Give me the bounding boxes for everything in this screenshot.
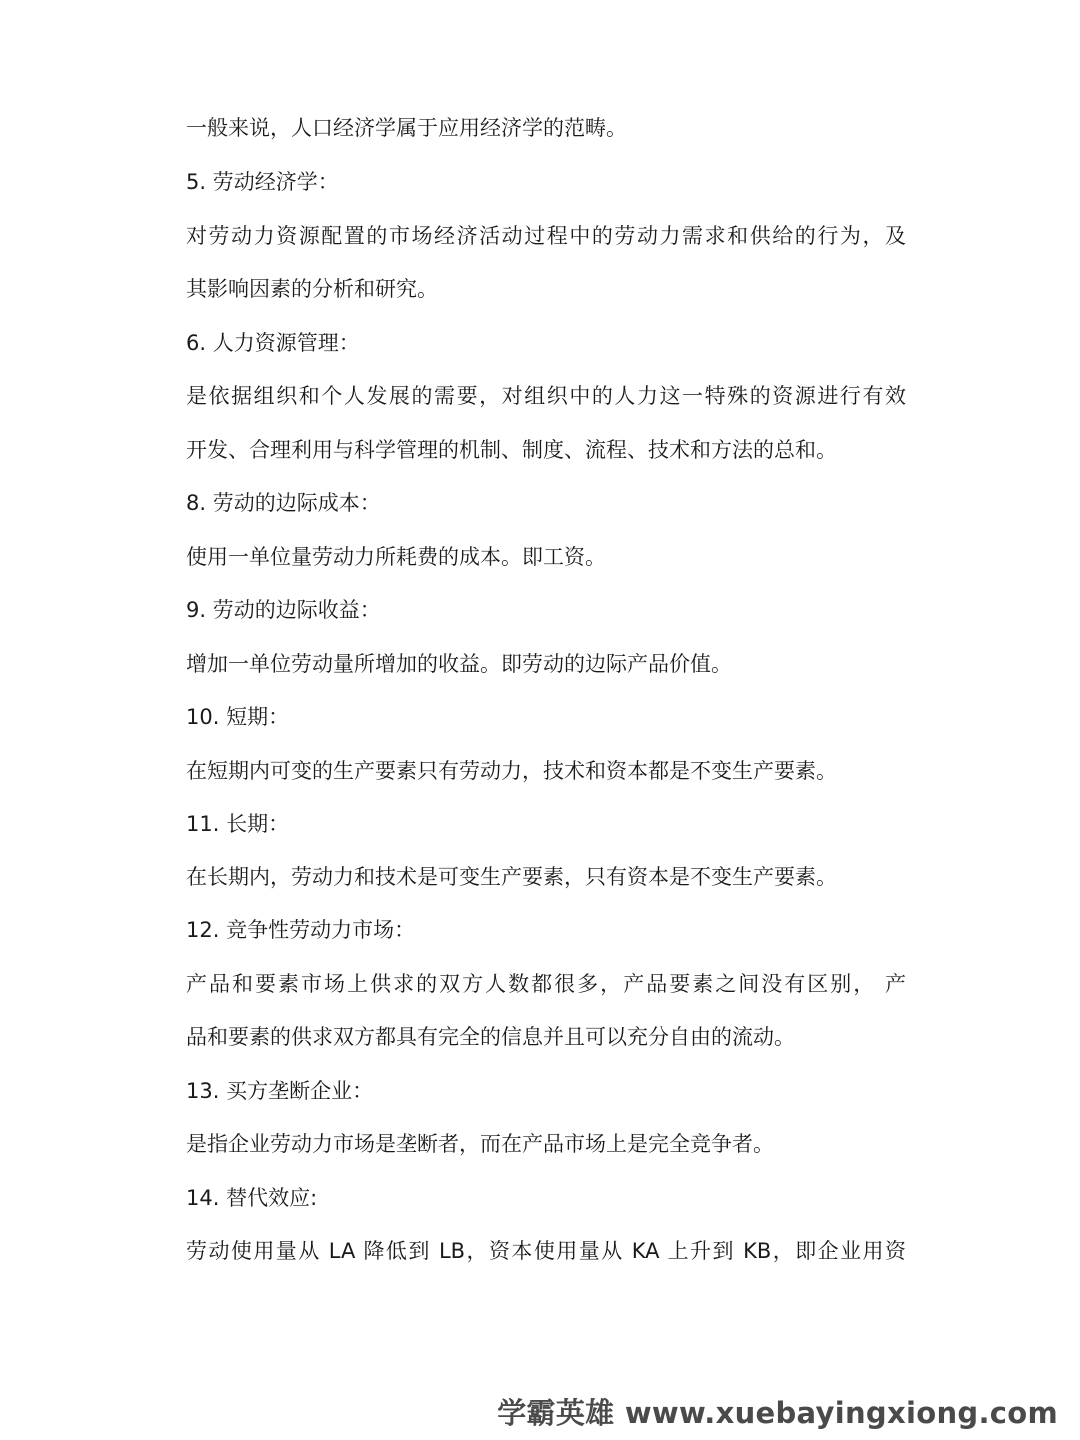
term-heading: 11. 长期： [186, 812, 290, 836]
text-line: 劳动使用量从 LA 降低到 LB，资本使用量从 KA 上升到 KB，即企业用资 [186, 1239, 906, 1263]
site-watermark: 学霸英雄 www.xuebayingxiong.com [497, 1396, 1058, 1430]
text-line: 在长期内，劳动力和技术是可变生产要素，只有资本是不变生产要素。 [186, 865, 837, 889]
text-line: 品和要素的供求双方都具有完全的信息并且可以充分自由的流动。 [186, 1025, 795, 1049]
text-line: 增加一单位劳动量所增加的收益。即劳动的边际产品价值。 [186, 652, 732, 676]
term-heading: 10. 短期： [186, 705, 290, 729]
text-line: 开发、合理利用与科学管理的机制、制度、流程、技术和方法的总和。 [186, 438, 837, 462]
text-line: 对劳动力资源配置的市场经济活动过程中的劳动力需求和供给的行为，及 [186, 224, 906, 248]
text-line: 是指企业劳动力市场是垄断者，而在产品市场上是完全竞争者。 [186, 1132, 774, 1156]
text-line: 在短期内可变的生产要素只有劳动力，技术和资本都是不变生产要素。 [186, 759, 837, 783]
term-heading: 8. 劳动的边际成本： [186, 491, 381, 515]
text-line: 产品和要素市场上供求的双方人数都很多，产品要素之间没有区别， 产 [186, 972, 906, 996]
text-line: 是依据组织和个人发展的需要，对组织中的人力这一特殊的资源进行有效 [186, 384, 906, 408]
term-heading: 6. 人力资源管理： [186, 331, 360, 355]
term-heading: 14. 替代效应: [186, 1186, 318, 1210]
term-heading: 13. 买方垄断企业： [186, 1079, 374, 1103]
term-heading: 9. 劳动的边际收益： [186, 598, 381, 622]
term-heading: 12. 竞争性劳动力市场： [186, 918, 416, 942]
text-line: 其影响因素的分析和研究。 [186, 277, 438, 301]
text-line: 使用一单位量劳动力所耗费的成本。即工资。 [186, 545, 606, 569]
text-line: 一般来说，人口经济学属于应用经济学的范畴。 [186, 116, 627, 140]
term-heading: 5. 劳动经济学： [186, 170, 339, 194]
